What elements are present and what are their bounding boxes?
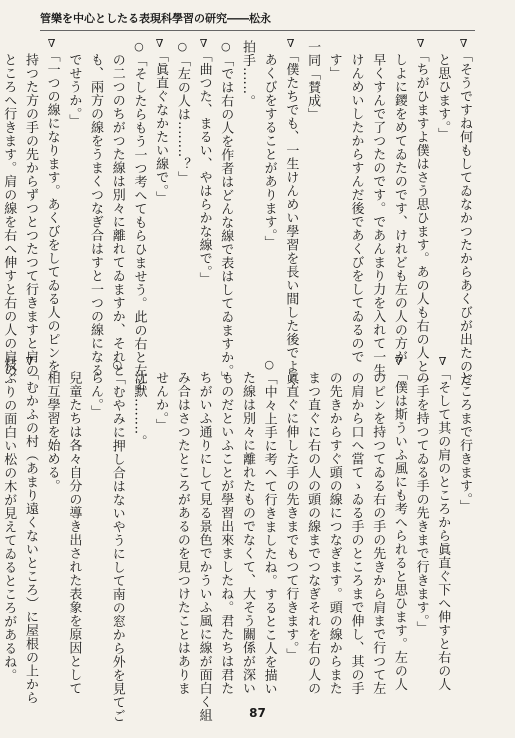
text-column: す」	[326, 53, 342, 80]
running-header	[40, 12, 475, 26]
header-rule	[40, 30, 475, 31]
running-header-title: 管樂を中心としたる表現科學習の研究――松永	[40, 12, 271, 25]
text-column: ∇ 「一つの線になります。あくびをしてゐる人のピンを	[41, 40, 63, 340]
text-column: ∇ 「僕たちでも、一生けんめい學習を長い間した後でよく	[280, 40, 302, 340]
text-column: ∇ 「そして其の肩のところから眞直ぐ下へ伸すと右の人	[432, 358, 454, 688]
text-column: 持つた方の手の先からずつとつたつて行きますと肩の	[22, 53, 38, 377]
text-column: ∇ 「むかふの村（あまり遠くないところ）に屋根の上から	[19, 358, 41, 688]
text-column: ○ 「中々上手に考へて行きましたね。するとこ人を描い	[258, 358, 280, 688]
text-column: ○ 「そしたらもう一つ考へてもらひませう。此の右と左と	[128, 40, 150, 340]
text-column: の先きからすぐ頭の線につなぎます。頭の線からまた	[326, 371, 342, 695]
text-column: ∇ 「曲つた、まるい、やはらかな線で。」	[193, 40, 215, 340]
text-column: ∇ 「ちがひますよ僕はさう思ひます。あの人も右の人と一	[410, 40, 432, 340]
text-column: ものだといふことが學習出來ましたね。君たちは君た	[218, 371, 234, 695]
text-column: あくびをすることがあります。」	[261, 53, 277, 249]
page-number: 87	[249, 706, 266, 720]
text-column: ∇ 「僕は斯ういふ風にも考へられると思ひます。左の人	[388, 358, 410, 688]
text-column: も、兩方の線をうまくつなぎ合はすと一つの線になる	[88, 53, 104, 377]
text-column: ∇ 「そうですね何もしてゐなかつたからあくびが出たのだ	[453, 40, 475, 340]
text-column: けんめいしたからすんだ後であくびをしてゐるので	[348, 53, 364, 364]
text-column: ちがいふ通りにして見る景色でかういふ風に線が面白く組	[196, 371, 212, 722]
text-column: ところまで行きます。」	[457, 371, 472, 513]
text-column: 拍手‥‥‥。	[239, 40, 255, 109]
text-column: 早くすんで了つたのです。であんまり力を入れて一生	[370, 53, 386, 377]
text-column: ○ 「では右の人を作者はどんな線で表はしてゐますか。」	[215, 40, 237, 340]
text-column: た線は別々に離れたものでなくて、大そう關係が深い	[239, 371, 255, 695]
text-column: 相互學習を始める。	[44, 371, 60, 493]
text-column: ○ 「むやみに押し合はないやうにして南の窓から外を見てご	[106, 358, 128, 688]
text-column: らん。」	[88, 371, 104, 419]
text-column: ∇ 「眞直ぐなかたい線で。」	[149, 40, 171, 340]
text-column: のピンを持つてゐる右の手の先きから肩まで行つて左	[370, 371, 386, 695]
text-column: 沈默‥‥‥‥。	[131, 371, 147, 449]
top-text-block	[1, 40, 475, 391]
text-column: でせうか。」	[66, 53, 82, 128]
text-column: 枝ぶりの面白い松の木が見えてゐるところがあるね。	[1, 358, 17, 682]
text-column: しよに鑁をめてゐたのです、けれども左の人の方が	[391, 53, 407, 364]
text-column: せんか。」	[153, 371, 169, 432]
text-column: 一同「賛成」	[305, 40, 321, 121]
text-column: み合はさつたところがあるのを見つけたことはありま	[174, 371, 190, 695]
text-column: の肩から口へ當てゝゐる手のところまで伸し、其の手	[348, 371, 364, 695]
text-column: ○ 「左の人は‥‥‥‥？」	[171, 40, 193, 340]
text-column: 眞直ぐに伸した手の先きまでもつて行きます。」	[283, 371, 299, 662]
text-column: 兒童たちは各々自分の導き出された表象を原因として	[66, 371, 82, 695]
text-column: ところへ行きます。肩の線を右へ伸すと右の人の肩の	[1, 53, 17, 377]
text-column: の二つのちがつた線は別々に離れてゐますか、それと	[109, 53, 125, 377]
text-column: と思ひます。」	[435, 53, 451, 141]
text-column: まつ直ぐに右の人の頭の線までつなぎそれを右の人の	[305, 371, 321, 695]
text-column: の手を持つてゐる手の先きまで行きます。」	[413, 371, 429, 635]
